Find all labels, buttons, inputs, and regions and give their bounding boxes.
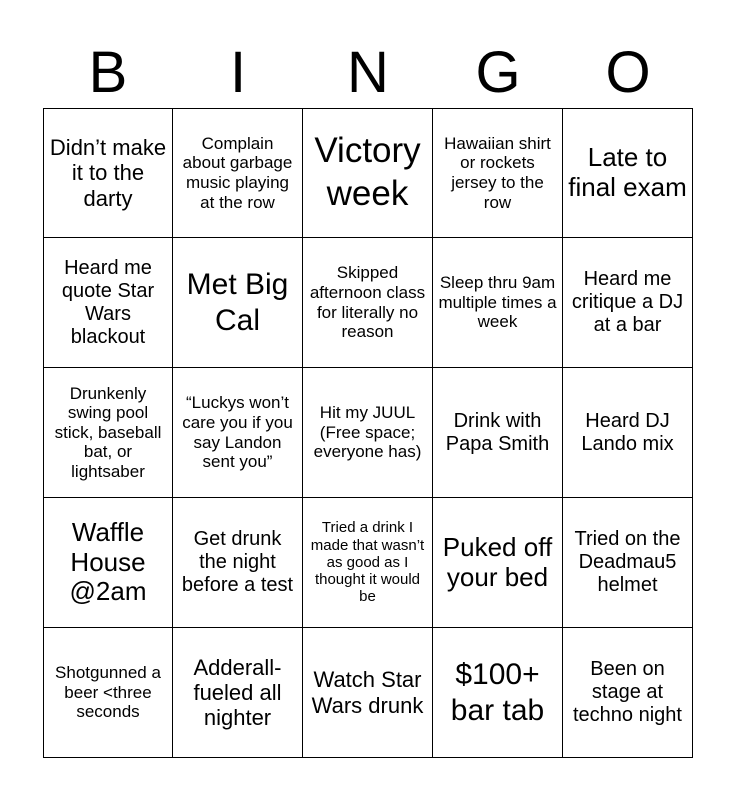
header-letter-n: N [347, 40, 389, 105]
bingo-cell[interactable]: Complain about garbage music playing at the row [173, 108, 303, 238]
bingo-cell[interactable]: Met Big Cal [173, 238, 303, 368]
bingo-cell[interactable]: Waffle House @2am [43, 498, 173, 628]
header-letter-g: G [475, 40, 521, 105]
header-letter-b: B [88, 40, 128, 105]
bingo-cell[interactable]: Hit my JUUL (Free space; everyone has) [303, 368, 433, 498]
bingo-cell[interactable]: Sleep thru 9am multiple times a week [433, 238, 563, 368]
bingo-cell[interactable]: Get drunk the night before a test [173, 498, 303, 628]
bingo-cell[interactable]: Adderall-fueled all nighter [173, 628, 303, 758]
bingo-cell[interactable]: $100+ bar tab [433, 628, 563, 758]
bingo-header [43, 38, 693, 108]
bingo-cell[interactable]: Hawaiian shirt or rockets jersey to the row [433, 108, 563, 238]
header-letter-i: I [229, 40, 247, 105]
bingo-cell[interactable]: Heard me critique a DJ at a bar [563, 238, 693, 368]
bingo-cell[interactable]: Tried on the Deadmau5 helmet [563, 498, 693, 628]
bingo-cell[interactable]: Tried a drink I made that wasn’t as good as I thought it would be [303, 498, 433, 628]
bingo-cell[interactable]: Victory week [303, 108, 433, 238]
bingo-cell[interactable]: Heard me quote Star Wars blackout [43, 238, 173, 368]
bingo-cell[interactable]: Late to final exam [563, 108, 693, 238]
bingo-cell[interactable]: Watch Star Wars drunk [303, 628, 433, 758]
header-letter-o: O [605, 40, 651, 105]
bingo-cell[interactable]: Shotgunned a beer <three seconds [43, 628, 173, 758]
bingo-cell[interactable]: Skipped afternoon class for literally no reason [303, 238, 433, 368]
bingo-cell[interactable]: “Luckys won’t care you if you say Landon sent you” [173, 368, 303, 498]
bingo-cell[interactable]: Didn’t make it to the darty [43, 108, 173, 238]
bingo-board [43, 108, 693, 758]
bingo-cell[interactable]: Drink with Papa Smith [433, 368, 563, 498]
bingo-cell[interactable]: Heard DJ Lando mix [563, 368, 693, 498]
bingo-cell[interactable]: Drunkenly swing pool stick, baseball bat, or lightsaber [43, 368, 173, 498]
bingo-cell[interactable]: Been on stage at techno night [563, 628, 693, 758]
bingo-cell[interactable]: Puked off your bed [433, 498, 563, 628]
